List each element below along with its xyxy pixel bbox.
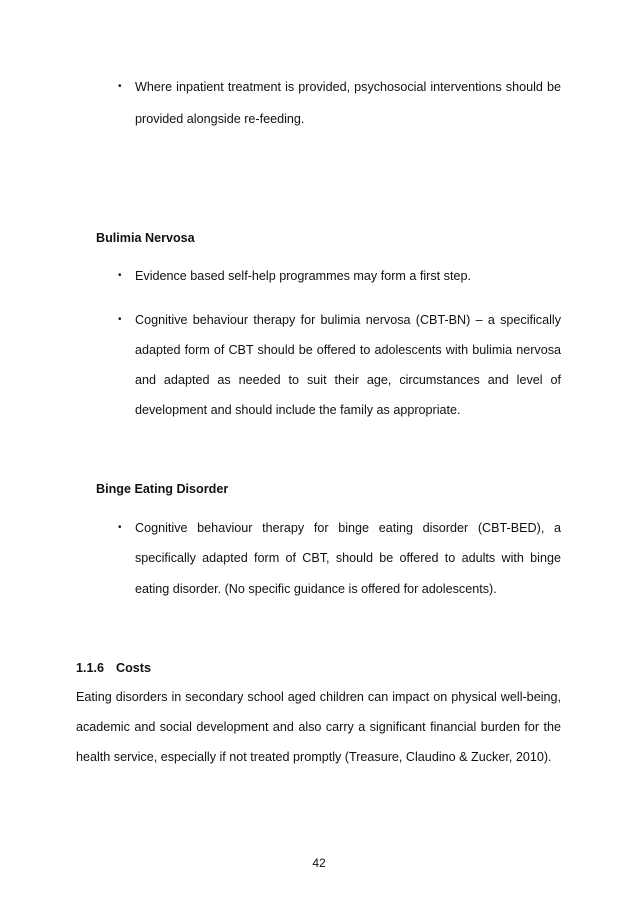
bullet-marker: •: [118, 81, 122, 92]
binge-bullet-1-line-1: Cognitive behaviour therapy for binge eating disorder (CBT-BED), a: [135, 521, 561, 535]
costs-section-number: 1.1.6: [76, 661, 105, 675]
costs-paragraph-line-1: Eating disorders in secondary school aged children can impact on physical well-being,: [76, 690, 561, 704]
bulimia-bullet-2-line-4: development and should include the family as appropriate.: [135, 403, 461, 417]
costs-section-title: Costs: [116, 661, 151, 675]
binge-bullet-1-line-3: eating disorder. (No specific guidance is offered for adolescents).: [135, 582, 497, 596]
binge-heading: Binge Eating Disorder: [96, 482, 229, 496]
binge-bullet-1-line-2: specifically adapted form of CBT, should be offered to adults with binge: [135, 551, 561, 565]
costs-paragraph-line-2: academic and social development and also carry a significant financial burden for the: [76, 720, 561, 734]
bullet-marker: •: [118, 270, 122, 281]
bullet-marker: •: [118, 314, 122, 325]
bulimia-bullet-1-line-1: Evidence based self-help programmes may form a first step.: [135, 269, 471, 283]
page-number: 42: [312, 856, 326, 870]
anorexia-bullet-1-line-1: Where inpatient treatment is provided, psychosocial interventions should be: [135, 80, 561, 94]
bulimia-heading: Bulimia Nervosa: [96, 231, 195, 245]
bulimia-bullet-2-line-3: and adapted as needed to suit their age, circumstances and level of: [135, 373, 561, 387]
bullet-marker: •: [118, 522, 122, 533]
bulimia-bullet-2-line-1: Cognitive behaviour therapy for bulimia nervosa (CBT-BN) – a specifically: [135, 313, 561, 327]
bulimia-bullet-2-line-2: adapted form of CBT should be offered to adolescents with bulimia nervosa: [135, 343, 561, 357]
costs-paragraph-line-3: health service, especially if not treated promptly (Treasure, Claudino & Zucker, 2010).: [76, 750, 552, 764]
anorexia-bullet-1-line-2: provided alongside re-feeding.: [135, 112, 305, 126]
